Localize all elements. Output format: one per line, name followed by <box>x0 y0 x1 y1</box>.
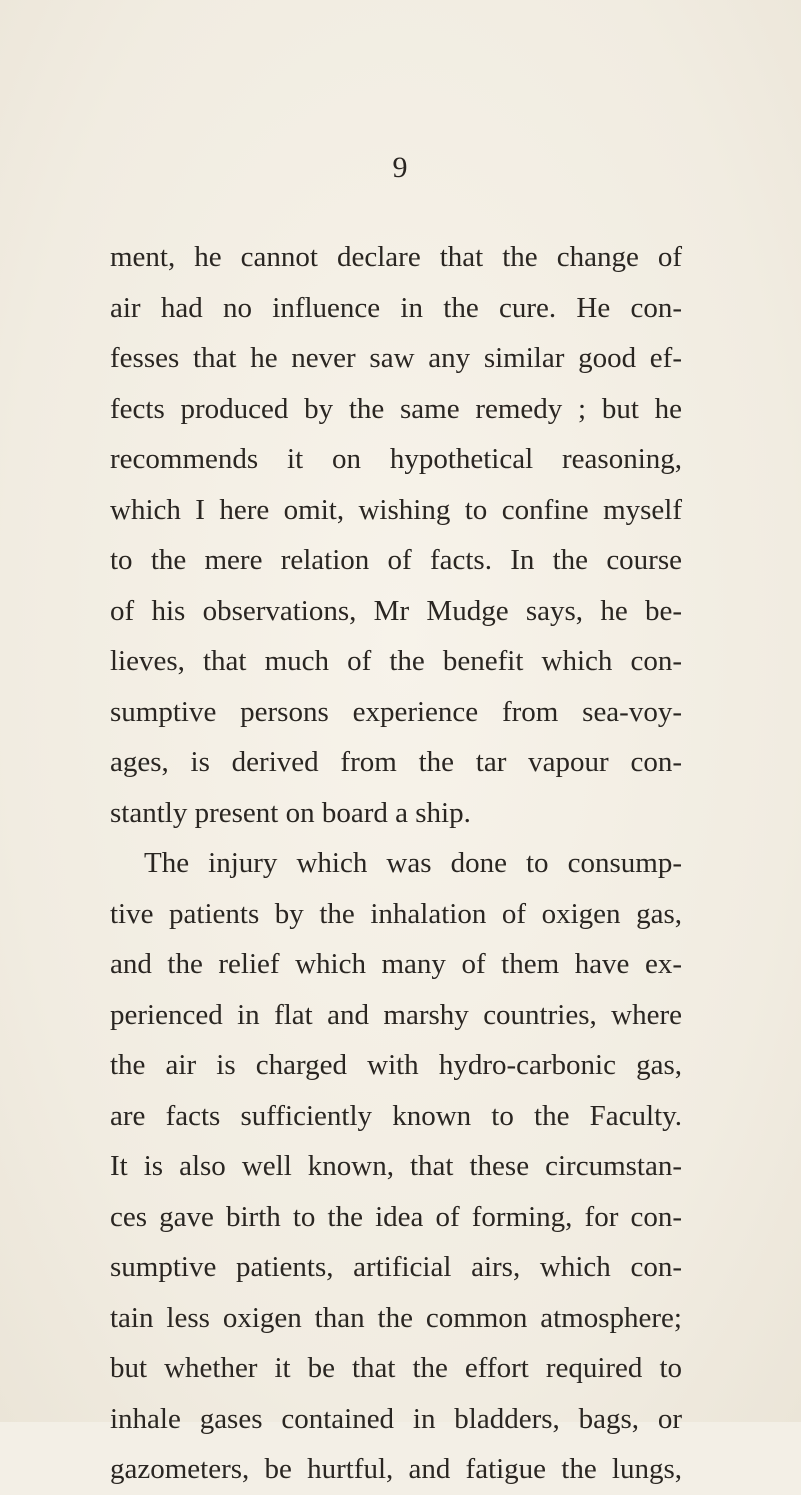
text-line: ment, he cannot declare that the change of <box>110 241 682 273</box>
text-line: tive patients by the inhalation of oxigen gas, <box>110 897 682 930</box>
text-line: the air is charged with hydro-carbonic gas, <box>110 1049 682 1081</box>
text-line: of his observations, Mr Mudge says, he be- <box>110 594 682 627</box>
text-line: fects produced by the same remedy ; but he <box>110 392 682 425</box>
text-line: tain less oxigen than the common atmosphere; <box>110 1301 682 1334</box>
text-line: recommends it on hypothetical reasoning, <box>110 443 682 475</box>
page-number: 9 <box>392 151 409 184</box>
paragraph-start-line: The injury which was done to consump- <box>144 847 682 879</box>
text-line: ces gave birth to the idea of forming, for con- <box>110 1200 682 1233</box>
text-line: lieves, that much of the benefit which con- <box>110 645 682 677</box>
text-line: which I here omit, wishing to confine myself <box>110 493 682 526</box>
body-text <box>110 232 682 1495</box>
text-line: to the mere relation of facts. In the course <box>110 544 682 576</box>
text-line: gazometers, be hurtful, and fatigue the lungs, <box>110 1453 682 1485</box>
text-line: stantly present on board a ship. <box>110 796 471 829</box>
text-line: It is also well known, that these circumstan- <box>110 1150 682 1182</box>
text-line: ages, is derived from the tar vapour con- <box>110 746 682 778</box>
text-line: and the relief which many of them have ex- <box>110 948 682 980</box>
text-line: inhale gases contained in bladders, bags, or <box>110 1402 682 1435</box>
text-line: are facts sufficiently known to the Faculty. <box>110 1099 682 1132</box>
text-line: sumptive persons experience from sea-voy- <box>110 695 682 728</box>
text-line: but whether it be that the effort required to <box>110 1352 682 1384</box>
text-line: fesses that he never saw any similar good ef- <box>110 342 682 374</box>
text-line: perienced in flat and marshy countries, where <box>110 998 682 1031</box>
text-line: air had no influence in the cure. He con- <box>110 291 682 324</box>
text-line: sumptive patients, artificial airs, which con- <box>110 1251 682 1283</box>
